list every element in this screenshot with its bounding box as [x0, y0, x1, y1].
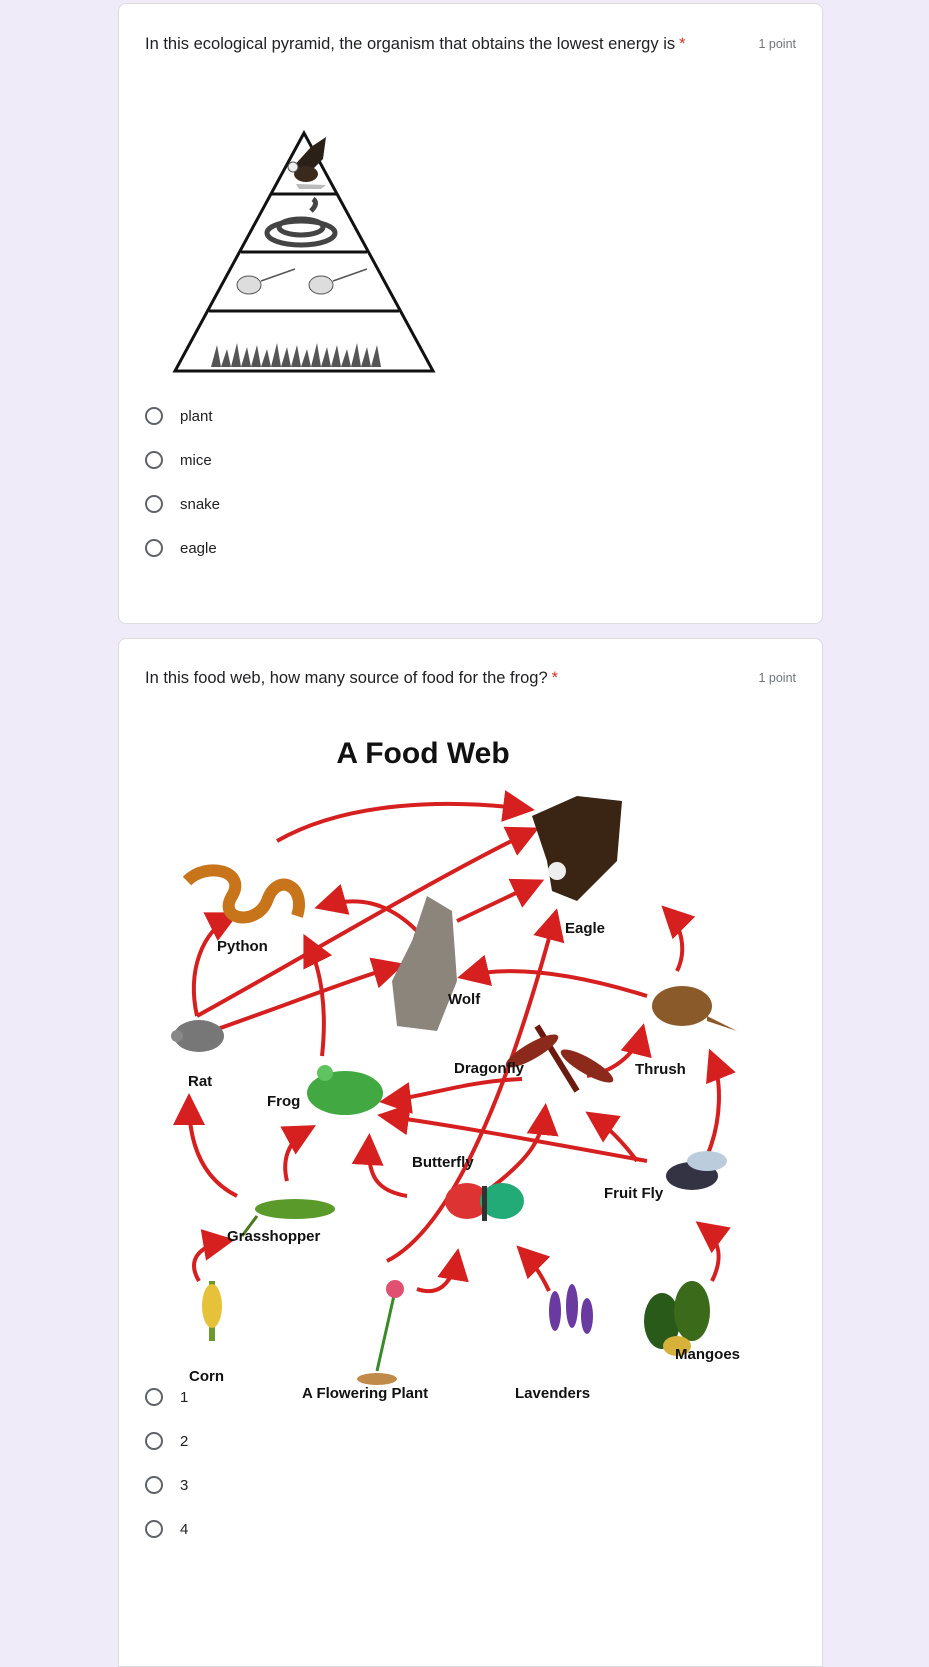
required-mark: * — [679, 35, 686, 53]
eagle-icon — [532, 796, 622, 901]
label-flowering-plant: A Flowering Plant — [302, 1385, 429, 1402]
food-web-image — [147, 721, 797, 1402]
option-label: 1 — [180, 1388, 189, 1406]
question-text: In this food web, how many source of food for the frog? — [145, 669, 548, 687]
required-mark: * — [551, 669, 559, 687]
label-thrush: Thrush — [635, 1061, 686, 1078]
option-label: snake — [180, 495, 221, 513]
option-3[interactable] — [145, 1471, 188, 1499]
option-1[interactable] — [145, 1383, 188, 1411]
option-label: 4 — [180, 1520, 189, 1538]
question-text: In this ecological pyramid, the organism that obtains the lowest energy is — [145, 35, 676, 53]
option-label: 3 — [180, 1476, 189, 1494]
option-snake[interactable] — [145, 490, 220, 518]
corn-icon — [202, 1281, 222, 1341]
label-butterfly: Butterfly — [412, 1154, 474, 1171]
option-2[interactable] — [145, 1427, 188, 1455]
label-rat: Rat — [188, 1073, 213, 1090]
option-label: 2 — [180, 1432, 189, 1450]
question-title — [145, 667, 558, 689]
butterfly-icon — [445, 1183, 524, 1221]
food-web-arrows — [189, 804, 719, 1291]
ecological-pyramid-image — [171, 129, 437, 375]
label-mangoes: Mangoes — [675, 1346, 741, 1363]
lavenders-icon — [549, 1284, 593, 1334]
flowering-plant-icon — [357, 1280, 404, 1385]
label-fruit-fly: Fruit Fly — [604, 1185, 664, 1202]
option-label: eagle — [180, 539, 217, 557]
option-4[interactable] — [145, 1515, 188, 1543]
option-label: mice — [180, 451, 212, 469]
question-card-food-web — [118, 638, 823, 1667]
radio-button[interactable] — [145, 407, 163, 425]
label-python: Python — [217, 938, 268, 955]
points-label: 1 point — [758, 671, 796, 685]
option-eagle[interactable] — [145, 534, 217, 562]
mangoes-icon — [644, 1281, 710, 1356]
radio-button[interactable] — [145, 1432, 163, 1450]
rat-icon — [171, 1020, 224, 1052]
fruit-fly-icon — [666, 1151, 727, 1190]
label-corn: Corn — [189, 1368, 224, 1385]
points-label: 1 point — [758, 37, 796, 51]
label-grasshopper: Grasshopper — [227, 1228, 321, 1245]
option-plant[interactable] — [145, 402, 213, 430]
radio-button[interactable] — [145, 1520, 163, 1538]
radio-button[interactable] — [145, 451, 163, 469]
question-title — [145, 33, 686, 55]
python-icon — [187, 870, 299, 917]
label-wolf: Wolf — [448, 991, 481, 1008]
radio-button[interactable] — [145, 495, 163, 513]
label-dragonfly: Dragonfly — [454, 1060, 525, 1077]
question-card-pyramid — [118, 3, 823, 624]
radio-button[interactable] — [145, 1388, 163, 1406]
label-eagle: Eagle — [565, 920, 606, 937]
option-mice[interactable] — [145, 446, 212, 474]
label-lavenders: Lavenders — [515, 1385, 591, 1402]
option-label: plant — [180, 407, 213, 425]
food-web-title: A Food Web — [336, 737, 510, 770]
radio-button[interactable] — [145, 1476, 163, 1494]
thrush-icon — [652, 986, 737, 1031]
label-frog: Frog — [267, 1093, 301, 1110]
radio-button[interactable] — [145, 539, 163, 557]
frog-icon — [307, 1065, 383, 1115]
